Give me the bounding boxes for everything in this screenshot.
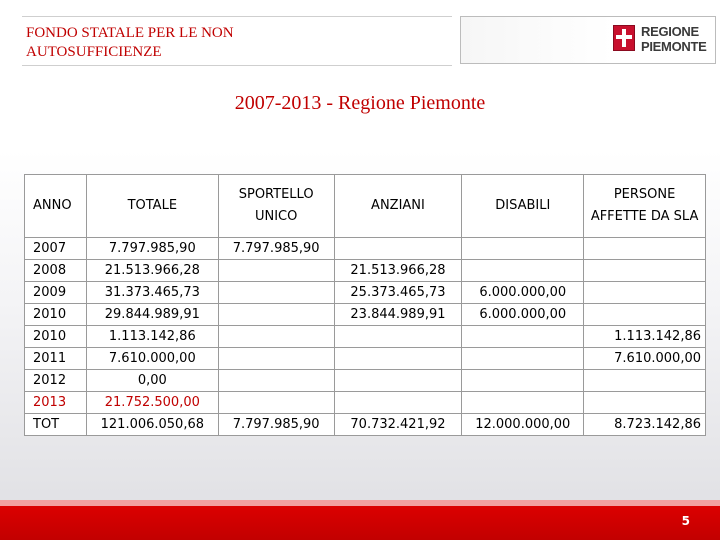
cell-disabili	[462, 238, 584, 260]
table-row	[25, 348, 706, 370]
header-title: FONDO STATALE PER LE NON AUTOSUFFICIENZE	[26, 25, 234, 60]
cell-sla	[584, 392, 706, 414]
cell-disabili: 12.000.000,00	[462, 414, 584, 436]
logo-text-line1: REGIONE	[641, 24, 699, 39]
cell-totale: 31.373.465,73	[86, 282, 218, 304]
cell-sportello: 7.797.985,90	[218, 414, 334, 436]
cell-anziani	[334, 348, 462, 370]
cell-sla	[584, 370, 706, 392]
cell-totale: 21.752.500,00	[86, 392, 218, 414]
table-total-row	[25, 414, 706, 436]
table-row	[25, 260, 706, 282]
cell-anziani	[334, 326, 462, 348]
column-header-sportello-unico: SPORTELLO UNICO	[218, 175, 334, 238]
table-row	[25, 282, 706, 304]
column-header-sla: PERSONE AFFETTE DA SLA	[584, 175, 706, 238]
logo-text-line2: PIEMONTE	[641, 39, 707, 54]
table-row-highlighted	[25, 392, 706, 414]
cell-anno: 2011	[25, 348, 87, 370]
table-row	[25, 304, 706, 326]
cell-anno: 2007	[25, 238, 87, 260]
footer-bar	[0, 500, 720, 540]
cell-sportello	[218, 260, 334, 282]
page-title: 2007-2013 - Regione Piemonte	[234, 92, 486, 114]
cell-anno: 2012	[25, 370, 87, 392]
cell-sportello	[218, 282, 334, 304]
funding-table	[24, 174, 706, 436]
cell-totale: 29.844.989,91	[86, 304, 218, 326]
cell-anziani: 21.513.966,28	[334, 260, 462, 282]
cell-anno: 2010	[25, 304, 87, 326]
cell-totale: 121.006.050,68	[86, 414, 218, 436]
cell-sportello	[218, 370, 334, 392]
table-row	[25, 238, 706, 260]
page-number: 5	[681, 514, 690, 528]
cell-disabili	[462, 348, 584, 370]
column-header-disabili: DISABILI	[462, 175, 584, 238]
cell-sla: 1.113.142,86	[584, 326, 706, 348]
column-header-anno: ANNO	[25, 175, 87, 238]
cell-totale: 7.610.000,00	[86, 348, 218, 370]
cell-anziani	[334, 370, 462, 392]
cell-disabili	[462, 260, 584, 282]
cell-anziani: 70.732.421,92	[334, 414, 462, 436]
cell-anno: 2013	[25, 392, 87, 414]
cell-anno: 2009	[25, 282, 87, 304]
regione-piemonte-logo	[460, 16, 716, 64]
cell-sportello	[218, 348, 334, 370]
cell-sla: 7.610.000,00	[584, 348, 706, 370]
cell-anziani: 25.373.465,73	[334, 282, 462, 304]
cell-sla	[584, 282, 706, 304]
cell-anno: TOT	[25, 414, 87, 436]
piemonte-shield-icon	[613, 25, 635, 51]
cell-disabili	[462, 392, 584, 414]
cell-anziani	[334, 238, 462, 260]
cell-anziani: 23.844.989,91	[334, 304, 462, 326]
cell-sla	[584, 260, 706, 282]
cell-sportello	[218, 304, 334, 326]
column-header-totale: TOTALE	[86, 175, 218, 238]
cell-totale: 0,00	[86, 370, 218, 392]
cell-totale: 7.797.985,90	[86, 238, 218, 260]
cell-disabili	[462, 326, 584, 348]
cell-anno: 2008	[25, 260, 87, 282]
cell-totale: 1.113.142,86	[86, 326, 218, 348]
cell-totale: 21.513.966,28	[86, 260, 218, 282]
cell-sportello	[218, 326, 334, 348]
cell-sla	[584, 238, 706, 260]
cell-disabili	[462, 370, 584, 392]
cell-anno: 2010	[25, 326, 87, 348]
table-header-row	[25, 175, 706, 238]
table-row	[25, 370, 706, 392]
logo-text	[641, 24, 707, 54]
cell-disabili: 6.000.000,00	[462, 304, 584, 326]
column-header-anziani: ANZIANI	[334, 175, 462, 238]
cell-sportello	[218, 392, 334, 414]
table-row	[25, 326, 706, 348]
cell-sportello: 7.797.985,90	[218, 238, 334, 260]
cell-anziani	[334, 392, 462, 414]
cell-sla: 8.723.142,86	[584, 414, 706, 436]
cell-disabili: 6.000.000,00	[462, 282, 584, 304]
cell-sla	[584, 304, 706, 326]
